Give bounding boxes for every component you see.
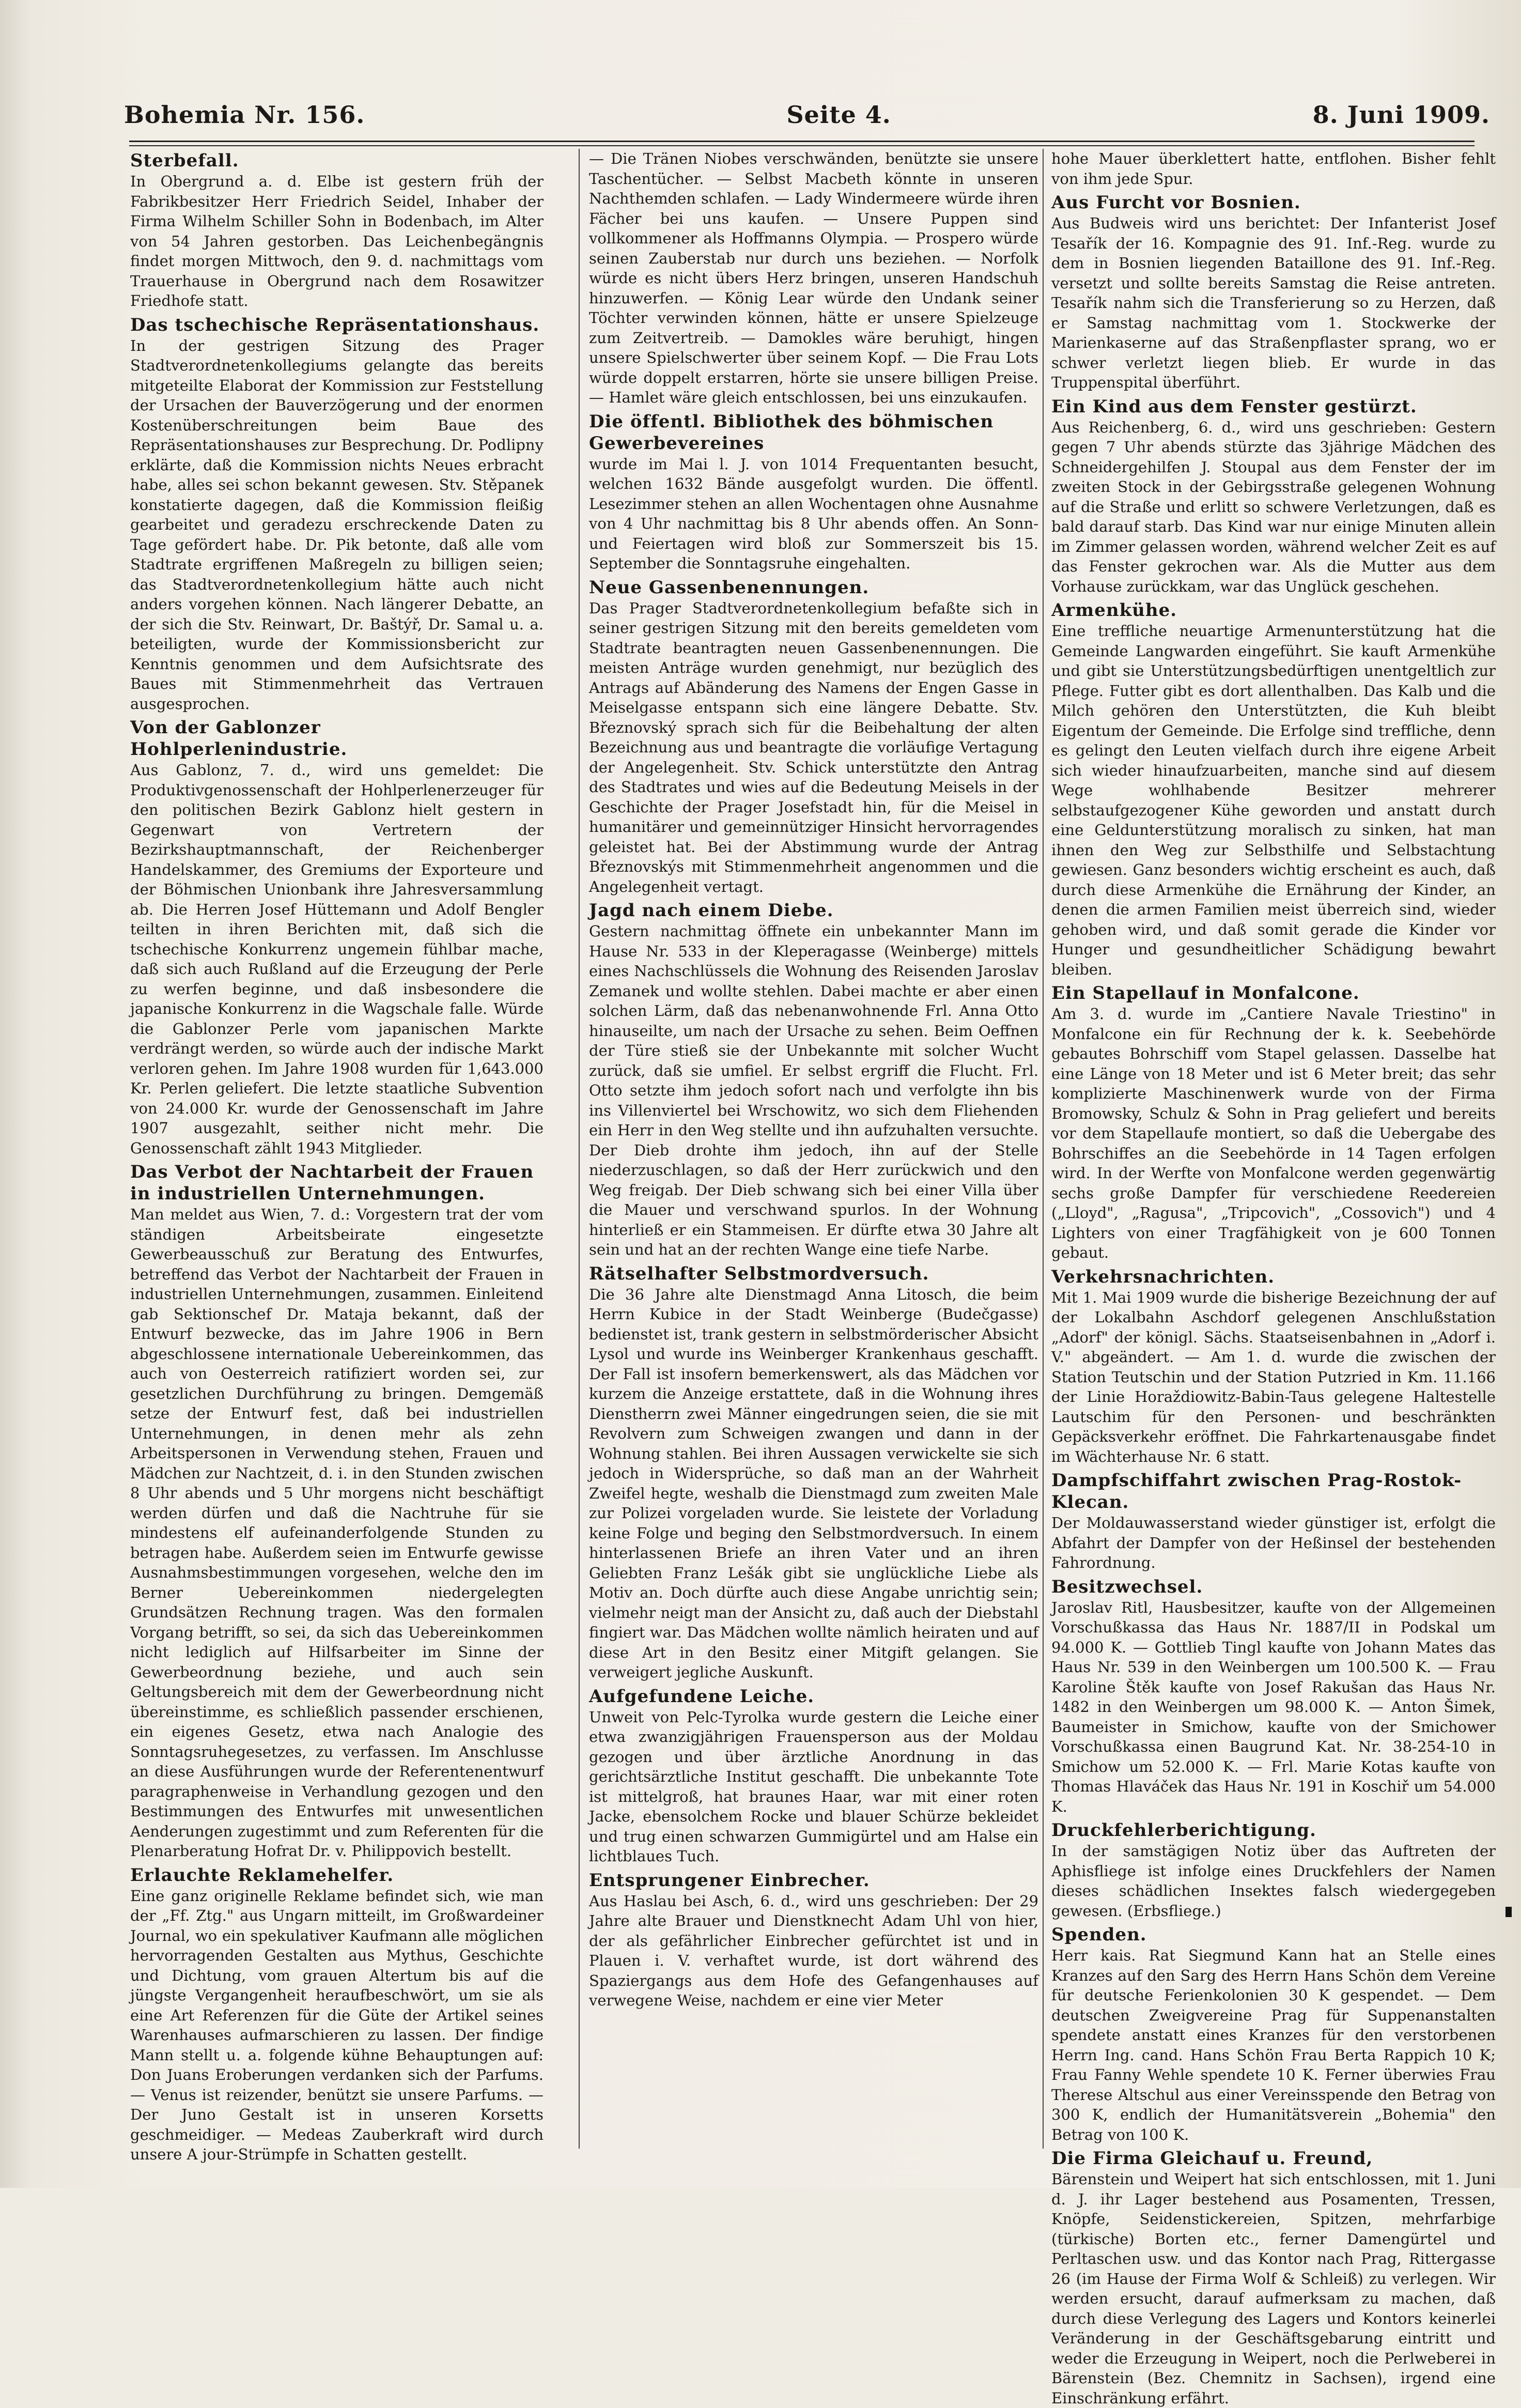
article — [130, 717, 544, 1158]
article — [589, 1686, 1038, 1866]
article-text: Unweit von Pelc-Tyrolka wurde gestern die Leiche einer etwa zwanzigjährigen Frauensperson aus der Moldau gezogen und über ärztliche Anordnung in das gerichtsärztliche Institut geschafft. Die unbekannte Tote ist mittelgroß, hat braunes Haar, war mit einer roten Jacke, ebensolchem Rocke und blauer Schürze bekleidet und trug einen schwarzen Gummigürtel und am Halse ein lichtblaues Tuch. — [589, 1708, 1038, 1865]
article-heading: Armenkühe. — [1051, 600, 1177, 621]
article-text: Jaroslav Ritl, Hausbesitzer, kaufte von der Allgemeinen Vorschußkassa das Haus Nr. 1887/II in Podskal um 94.000 K. — Gottlieb Tingl kaufte von Johann Mates das Haus Nr. 539 in den Weinbergen um 100.500 K. — Frau Karoline Štěk kaufte von Josef Rakušan das Haus Nr. 1482 in den Weinbergen um 98.000 K. — Anton Šimek, Baumeister in Smichow, kaufte von der Smichower Vorschußkassa einen Baugrund Kat. Nr. 38-254-10 in Smichow um 52.000 K. — Frl. Marie Kotas kaufte von Thomas Hlaváček das Haus Nr. 191 in Koschiř um 54.000 K. — [1051, 1598, 1496, 1815]
article — [589, 411, 1038, 574]
column-3 — [1051, 149, 1496, 2407]
article-text: Der Moldauwasserstand wieder günstiger ist, erfolgt die Abfahrt der Dampfer von der Heßinsel der bestehenden Fahrordnung. — [1051, 1514, 1496, 1571]
article — [1051, 982, 1496, 1263]
article-text: wurde im Mai l. J. von 1014 Frequentanten besucht, welchen 1632 Bände ausgefolgt wurden. Die öffentl. Lesezimmer stehen an allen Wochentagen ohne Ausnahme von 4 Uhr nachmittag bis 8 Uhr abends offen. An Sonn- und Feiertagen wird bloß zur Sommerszeit bis 15. September die Sonntagsruhe eingehalten. — [589, 455, 1038, 572]
article-heading: Entsprungener Einbrecher. — [589, 1870, 870, 1891]
article-text: In der samstägigen Notiz über das Auftreten der Aphisfliege ist infolge eines Druckfehlers der Namen dieses schädlichen Insektes falsch wiedergegeben gewesen. (Erbsfliege.) — [1051, 1842, 1496, 1920]
article-text: hohe Mauer überklettert hatte, entflohen. Bisher fehlt von ihm jede Spur. — [1051, 150, 1496, 188]
article — [1051, 1266, 1496, 1467]
column-1 — [130, 149, 544, 2164]
article-text: In der gestrigen Sitzung des Prager Stadtverordnetenkollegiums gelangte das bereits mitgeteilte Elaborat der Kommission zur Feststellung der Ursachen der Bauverzögerung und der enormen Kostenüberschreitungen beim Baue des Repräsentationshauses zur Besprechung. Dr. Podlipny erklärte, daß die Kommission nichts Neues erbracht habe, alles sei schon bekannt gewesen. Stv. Stěpanek konstatierte dagegen, daß die Kommission fleißig gearbeitet und geradezu erschreckende Daten zu Tage gefördert habe. Dr. Pik betonte, daß alle vom Stadtrate ergriffenen Maßregeln zu billigen seien; das Stadtverordnetenkollegium hätte auch nicht anders vorgehen können. Nach längerer Debatte, an der sich die Stv. Reinwart, Dr. Baštýř, Dr. Samal u. a. beteiligten, wurde der Kommissionsbericht zur Kenntnis genommen und dem Aufsichtsrate des Baues mit Stimmenmehrheit das Vertrauen ausgesprochen. — [130, 336, 544, 713]
article-heading: Dampfschiffahrt zwischen Prag-Rostok-Klecan. — [1051, 1470, 1462, 1512]
article-heading: Aus Furcht vor Bosnien. — [1051, 192, 1301, 213]
article-text: Herr kais. Rat Siegmund Kann hat an Stelle eines Kranzes auf den Sarg des Herrn Hans Schön dem Vereine für deutsche Ferienkolonien 30 K gespendet. — Dem deutschen Zweigvereine Prag für Suppenanstalten spendete anstatt eines Kranzes für den verstorbenen Herrn Ing. cand. Hans Schön Frau Berta Rappich 10 K; Frau Fanny Wehle spendete 10 K. Ferner überwies Frau Therese Altschul aus einer Vereinsspende den Betrag von 300 K, endlich der Humanitätsverein „Bohemia" den Betrag von 100 K. — [1051, 1947, 1496, 2143]
article — [130, 1864, 544, 2165]
article-heading: Druckfehlerberichtigung. — [1051, 1820, 1316, 1841]
article-heading: Das Verbot der Nachtarbeit der Frauen in industriellen Unternehmungen. — [130, 1162, 534, 1204]
paper-name: Bohemia Nr. 156. — [124, 101, 365, 129]
article-heading: Von der Gablonzer Hohlperlenindustrie. — [130, 717, 348, 760]
article — [589, 1263, 1038, 1682]
article — [589, 149, 1038, 408]
article-heading: Aufgefundene Leiche. — [589, 1686, 815, 1707]
article-text: Das Prager Stadtverordnetenkollegium befaßte sich in seiner gestrigen Sitzung mit den bereits gemeldeten vom Stadtrate beantragten neuen Gassenbenennungen. Die meisten Anträge wurden genehmigt, nur bezüglich des Antrags auf Abänderung des Namens der Engen Gasse in Meiselgasse entspann sich eine längere Debatte. Stv. Březnovský sprach sich für die Beibehaltung der alten Bezeichnung aus und beantragte die vorläufige Vertagung der Angelegenheit. Stv. Schick unterstützte den Antrag des Stadtrates und wies auf die Bedeutung Meisels in der Geschichte der Prager Josefstadt hin, für die Meisel in humanitärer und gemeinnütziger Hinsicht hervorragendes geleistet hat. Bei der Abstimmung wurde der Antrag Březnovskýs mit Stimmenmehrheit angenommen und die Angelegenheit vertagt. — [589, 599, 1038, 896]
article-text: In Obergrund a. d. Elbe ist gestern früh der Fabrikbesitzer Herr Friedrich Seidel, Inhaber der Firma Wilhelm Schiller Sohn in Bodenbach, im Alter von 54 Jahren gestorben. Das Leichenbegängnis findet morgen Mittwoch, den 9. d. nachmittags vom Trauerhause in Obergrund nach dem Rosawitzer Friedhofe statt. — [130, 173, 544, 310]
article — [1051, 1470, 1496, 1573]
article-heading: Jagd nach einem Diebe. — [589, 900, 834, 921]
article-text: Die 36 Jahre alte Dienstmagd Anna Litosch, die beim Herrn Kubice in der Stadt Weinberge (Budečgasse) bedienstet ist, trank gestern in selbstmörderischer Absicht Lysol und wurde ins Weinberger Krankenhaus geschafft. Der Fall ist insofern bemerkenswert, als das Mädchen vor kurzem die Anzeige erstattete, daß in die Wohnung ihres Dienstherrn zwei Männer eingedrungen seien, die sie mit Revolvern zum Schweigen zwangen und dann in der Wohnung stahlen. Bei ihren Aussagen verwickelte sie sich jedoch in Widersprüche, so daß man an der Wahrheit Zweifel hegte, weshalb die Dienstmagd zum zweiten Male zur Polizei vorgeladen wurde. Sie leistete der Vorladung keine Folge und beging den Selbstmordversuch. In einem hinterlassenen Briefe an ihren Vater und an ihren Geliebten Franz Lešák gibt sie unglückliche Liebe als Motiv an. Doch dürfte auch diese Angabe unrichtig sein; vielmehr neigt man der Ansicht zu, daß auch der Diebstahl fingiert war. Das Mädchen wollte nämlich heiraten und auf diese Art in den Besitz einer Mitgift gelangen. Sie verweigert jegliche Auskunft. — [589, 1285, 1038, 1681]
column-divider — [579, 149, 580, 2149]
article — [589, 1870, 1038, 2011]
article — [589, 577, 1038, 897]
article-text: Aus Budweis wird uns berichtet: Der Infanterist Josef Tesařík der 16. Kompagnie des 91. Inf.-Reg. wurde zu dem in Bosnien liegenden Bataillone des 91. Inf.-Reg. versetzt und sollte bereits Samstag die Reise antreten. Tesařík nahm sich die Transferierung so zu Herzen, daß er Samstag nachmittag vom 1. Stockwerke der Marienkaserne auf das Straßenpflaster sprang, wo er schwer verletzt liegen blieb. Er wurde in das Truppenspital überführt. — [1051, 214, 1496, 391]
article-heading: Ein Kind aus dem Fenster gestürzt. — [1051, 396, 1417, 417]
article-text: Eine treffliche neuartige Armenunterstützung hat die Gemeinde Langwarden eingeführt. Sie kauft Armenkühe und gibt sie Unterstützungsbedürftigen unentgeltlich zur Pflege. Futter gibt es dort allenthalben. Das Kalb und die Milch gehören den Unterstützten, die Kuh bleibt Eigentum der Gemeinde. Die Erfolge sind treffliche, denn es gelingt den Leuten vielfach durch ihre eigene Arbeit sich wieder hinaufzuarbeiten, manche sind auf diesem Wege wohlhabende Besitzer mehrerer selbstaufgezogener Kühe geworden und anstatt durch eine Geldunterstützung moralisch zu sinken, hat man ihnen den Weg zur Selbsthilfe und Selbstachtung gewiesen. Ganz besonders wichtig erscheint es auch, daß durch diese Armenkühe die Ernährung der Kinder, an denen die armen Familien meist überreich sind, wieder gehoben wird, und daß somit gerade die Kinder vor Hunger und gesundheitlicher Schädigung bewahrt bleiben. — [1051, 622, 1496, 978]
article-heading: Rätselhafter Selbstmordversuch. — [589, 1263, 929, 1284]
page-edge-mark — [1506, 1907, 1512, 1917]
article — [589, 900, 1038, 1260]
page-number: Seite 4. — [786, 101, 891, 129]
article-heading: Spenden. — [1051, 1924, 1147, 1945]
article-text: Mit 1. Mai 1909 wurde die bisherige Bezeichnung der auf der Lokalbahn Aschdorf gelegenen Anschlußstation „Adorf" der königl. Sächs. Staatseisenbahnen in „Adorf i. V." abgeändert. — Am 1. d. wurde die zwischen der Station Teutschin und der Station Putzried in Km. 11.166 der Linie Horaždiowitz-Babin-Taus gelegene Haltestelle Lautschim für den Personen- und beschränkten Gepäcksverkehr eröffnet. Die Fahrkartenausgabe findet im Wächterhause Nr. 6 statt. — [1051, 1288, 1496, 1465]
article — [130, 1161, 544, 1861]
article — [130, 314, 544, 714]
article — [1051, 599, 1496, 979]
article-heading: Die öffentl. Bibliothek des böhmischen Gewerbevereines — [589, 411, 994, 454]
article-text: Bärenstein und Weipert hat sich entschlossen, mit 1. Juni d. J. ihr Lager bestehend aus Posamenten, Tressen, Knöpfe, Seidenstickereien, Spitzen, mehrfarbige (türkische) Borten etc., ferner Damengürtel und Perltaschen usw. und das Kontor nach Prag, Rittergasse 26 (im Hause der Firma Wolf & Schleiß) zu verlegen. Wir werden ersucht, darauf aufmerksam zu machen, daß durch diese Verlegung des Lagers und Kontors keinerlei Veränderung in der Geschäftsgebarung eintritt und weder die Erzeugung in Weipert, noch die Perlweberei in Bärenstein (Bez. Chemnitz in Sachsen), irgend eine Einschränkung erfährt. — [1051, 2170, 1496, 2407]
article-text: Aus Gablonz, 7. d., wird uns gemeldet: Die Produktivgenossenschaft der Hohlperlenerzeuger für den politischen Bezirk Gablonz hielt gestern in Gegenwart von Vertretern der Bezirkshauptmannschaft, der Reichenberger Handelskammer, des Gremiums der Exporteure und der Böhmischen Unionbank ihre Jahresversammlung ab. Die Herren Josef Hüttemann und Adolf Bengler teilten in ihren Berichten mit, daß sich die tschechische Konkurrenz ungemein fühlbar mache, daß sich auch Rußland auf die Erzeugung der Perle zu werfen beginne, und daß insbesondere die japanische Konkurrenz in die Wagschale falle. Würde die Gablonzer Perle vom japanischen Markte verdrängt werden, so würde auch der indische Markt verloren gehen. Im Jahre 1908 wurden für 1,643.000 Kr. Perlen geliefert. Die letzte staatliche Subvention von 24.000 Kr. wurde der Genossenschaft im Jahre 1907 ausgezahlt, seither nicht mehr. Die Genossenschaft zählt 1943 Mitglieder. — [130, 761, 544, 1157]
article — [1051, 396, 1496, 597]
article-heading: Neue Gassenbenennungen. — [589, 577, 870, 598]
article-text: Am 3. d. wurde im „Cantiere Navale Triestino" in Monfalcone ein für Rechnung der k. k. Seebehörde gebautes Bohrschiff vom Stapel gelassen. Dasselbe hat eine Länge von 18 Meter und ist 6 Meter breit; das sehr komplizierte Maschinenwerk wurde von der Firma Bromowsky, Schulz & Sohn in Prag geliefert und bereits vor dem Stapellaufe montiert, so daß die Uebergabe des Bohrschiffes an die Seebehörde in 14 Tagen erfolgen wird. In der Werfte von Monfalcone werden gegenwärtig sechs große Dampfer für verschiedene Reedereien („Lloyd", „Ragusa", „Tripcovich", „Cossovich") und 4 Lighters von einer Tragfähigkeit von je 600 Tonnen gebaut. — [1051, 1005, 1496, 1261]
article-text: Gestern nachmittag öffnete ein unbekannter Mann im Hause Nr. 533 in der Kleperagasse (Weinberge) mittels eines Nachschlüssels die Wohnung des Reisenden Jaroslav Zemanek und wollte stehlen. Dabei machte er aber einen solchen Lärm, daß das nebenanwohnende Frl. Anna Otto hinauseilte, um nach der Ursache zu sehen. Beim Oeffnen der Türe stieß sie der Unbekannte mit solcher Wucht zurück, daß sie umfiel. Er selbst ergriff die Flucht. Frl. Otto setzte ihm jedoch sofort nach und verfolgte ihn bis ins Villenviertel bei Wrschowitz, wo sich dem Fliehenden ein Herr in den Weg stellte und ihn aufzuhalten versuchte. Der Dieb drohte ihm jedoch, ihn auf der Stelle niederzuschlagen, so daß der Herr zurückwich und den Weg freigab. Der Dieb schwang sich bei einer Villa über die Mauer und verschwand spurlos. In der Wohnung hinterließ er ein Stammeisen. Er dürfte etwa 30 Jahre alt sein und hat an der rechten Wange eine tiefe Narbe. — [589, 922, 1038, 1258]
article-heading: Verkehrsnachrichten. — [1051, 1266, 1275, 1287]
issue-date: 8. Juni 1909. — [1312, 101, 1490, 129]
article — [130, 150, 544, 311]
masthead-rule — [129, 141, 1475, 146]
article — [1051, 192, 1496, 393]
article — [1051, 149, 1496, 189]
article — [1051, 1576, 1496, 1817]
masthead — [124, 101, 1490, 137]
article-heading: Die Firma Gleichauf u. Freund, — [1051, 2148, 1373, 2169]
article-text: — Die Tränen Niobes verschwänden, benützte sie unsere Taschentücher. — Selbst Macbeth könnte in unseren Nachthemden schlafen. — Lady Windermeere würde ihren Fächer bei uns kaufen. — Unsere Puppen sind vollkommener als Hoffmanns Olympia. — Prospero würde seinen Zauberstab nur durch uns beziehen. — Norfolk würde es nicht übers Herz bringen, unseren Handschuh hinzuwerfen. — König Lear würde den Undank seiner Töchter verwinden können, hätte er unsere Spielzeuge zum Zeitvertreib. — Damokles wäre beruhigt, hingen unsere Spielschwerter über seinem Kopf. — Die Frau Lots würde doppelt erstarren, hörte sie unsere billigen Preise. — Hamlet wäre gleich entschlossen, bei uns einzukaufen. — [589, 150, 1038, 406]
article-text: Aus Reichenberg, 6. d., wird uns geschrieben: Gestern gegen 7 Uhr abends stürzte das 3jährige Mädchen des Schneidergehilfen J. Stoupal aus dem Fenster der im zweiten Stock in der Gebirgsstraße gelegenen Wohnung auf die Straße und erlitt so schwere Verletzungen, daß es bald darauf starb. Das Kind war nur einige Minuten allein im Zimmer gelassen worden, während welcher Zeit es auf das Fenster gekrochen war. Als die Mutter aus dem Vorhause zurückkam, war das Unglück geschehen. — [1051, 418, 1496, 595]
article-text: Aus Haslau bei Asch, 6. d., wird uns geschrieben: Der 29 Jahre alte Brauer und Dienstknecht Adam Uhl von hier, der als gefährlicher Einbrecher gefürchtet ist und in Plauen i. V. verhaftet wurde, ist dort während des Spaziergangs aus dem Hofe des Gefangenhauses auf verwegene Weise, nachdem er eine vier Meter — [589, 1892, 1038, 2009]
article-heading: Erlauchte Reklamehelfer. — [130, 1864, 394, 1886]
article-heading: Das tschechische Repräsentationshaus. — [130, 314, 540, 335]
article-heading: Ein Stapellauf in Monfalcone. — [1051, 983, 1360, 1004]
article-text: Man meldet aus Wien, 7. d.: Vorgestern trat der vom ständigen Arbeitsbeirate eingesetzte Gewerbeausschuß zur Beratung des Entwurfes, betreffend das Verbot der Nachtarbeit der Frauen in industriellen Unternehmungen, zusammen. Einleitend gab Sektionschef Dr. Mataja bekannt, daß der Entwurf bezwecke, das im Jahre 1906 in Bern abgeschlossene internationale Uebereinkommen, das auch von Oesterreich ratifiziert worden sei, zur gesetzlichen Durchführung zu bringen. Demgemäß setze der Entwurf fest, daß bei industriellen Unternehmungen, in denen mehr als zehn Arbeitspersonen in Verwendung stehen, Frauen und Mädchen zur Nachtzeit, d. i. in den Stunden zwischen 8 Uhr abends und 5 Uhr morgens nicht beschäftigt werden dürfen und daß die Nachtruhe für sie mindestens elf aufeinanderfolgende Stunden zu betragen habe. Außerdem seien im Entwurfe gewisse Ausnahmsbestimmungen vorgesehen, welche den im Berner Uebereinkommen niedergelegten Grundsätzen Rechnung tragen. Was den formalen Vorgang betrifft, so sei, da sich das Uebereinkommen nicht lediglich auf Hilfsarbeiter im Sinne der Gewerbeordnung beziehe, und auch sein Geltungsbereich mit dem der Gewerbeordnung nicht übereinstimme, es schließlich passender erschienen, ein eigenes Gesetz, etwa nach Analogie des Sonntagsruhegesetzes, zu verfassen. Im Anschlusse an diese Ausführungen wurde der Referentenentwurf paragraphenweise in Verhandlung gezogen und den Bestimmungen des Entwurfes mit unwesentlichen Aenderungen zugestimmt und zum Referenten für die Plenarberatung Hofrat Dr. v. Philippovich bestellt. — [130, 1206, 544, 1860]
article-heading: Sterbefall. — [130, 150, 239, 171]
article-text: Eine ganz originelle Reklame befindet sich, wie man der „Ff. Ztg." aus Ungarn mitteilt, im Großwardeiner Journal, wo ein spekulativer Kaufmann alle möglichen hervorragenden Gestalten aus Mythus, Geschichte und Dichtung, vom grauen Altertum bis auf die jüngste Vergangenheit heraufbeschwört, um sie als eine Art Referenzen für die Güte der Artikel seines Warenhauses aufmarschieren zu lassen. Der findige Mann stellt u. a. folgende kühne Behauptungen auf: Don Juans Eroberungen verdanken sich der Parfums. — Venus ist reizender, benützt sie unsere Parfums. — Der Juno Gestalt ist in unseren Korsetts geschmeidiger. — Medeas Zauberkraft wird durch unsere A jour-Strümpfe in Schatten gestellt. — [130, 1887, 544, 2163]
article-heading: Besitzwechsel. — [1051, 1576, 1203, 1597]
article — [1051, 1924, 1496, 2144]
article — [1051, 2148, 1496, 2408]
article — [1051, 1819, 1496, 1921]
column-divider — [1043, 149, 1044, 2149]
column-2 — [589, 149, 1038, 2164]
